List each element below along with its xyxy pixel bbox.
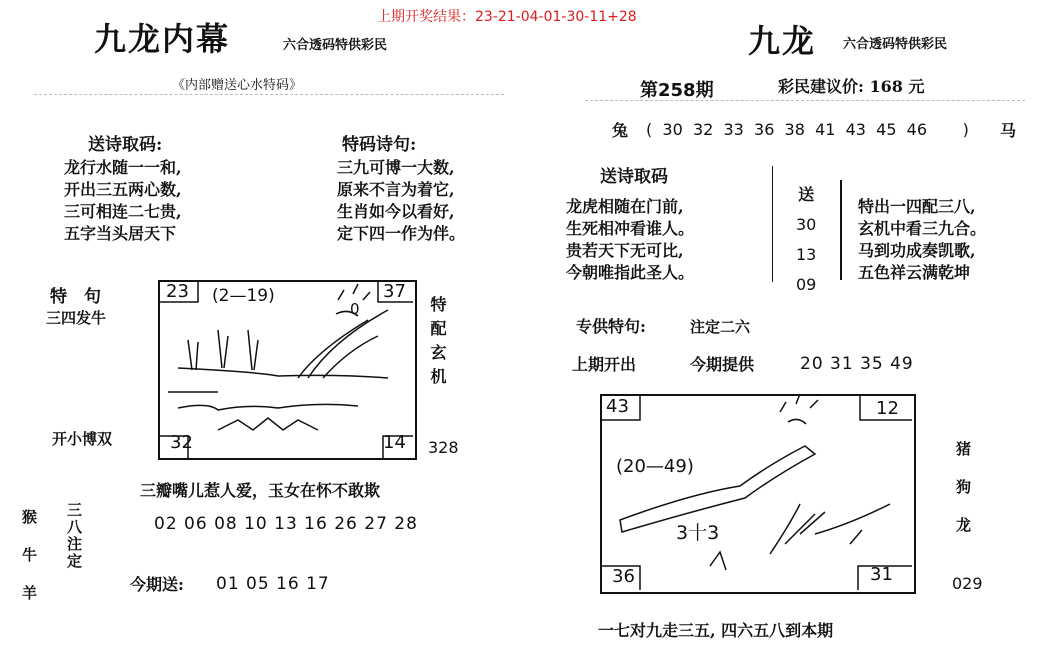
today-label: 今期送:: [130, 575, 184, 594]
left-inner-gift: 《内部赠送心水特码》: [172, 78, 303, 93]
poem-line: 龙虎相随在门前,: [566, 197, 684, 216]
pic-number: 12: [876, 398, 899, 419]
left-subtitle: 六合透码特供彩民: [283, 38, 388, 53]
price: 彩民建议价: 168 元: [778, 77, 925, 96]
right-divider: [585, 100, 1025, 101]
provide-numbers: 20 31 35 49: [800, 354, 914, 374]
send-label: 送: [798, 185, 815, 204]
pic-number: 31: [870, 564, 893, 585]
left-poem-title: 送诗取码:: [88, 135, 163, 155]
pic-range: (2—19): [212, 286, 275, 306]
left-drawing: [158, 280, 417, 460]
send-box-border-left: [772, 166, 773, 282]
poem-line: 五字当头居天下: [64, 224, 177, 243]
today-provide-label: 今期提供: [690, 355, 755, 374]
poem-line: 贵若天下无可比,: [566, 241, 684, 260]
pic-number: 23: [166, 281, 189, 302]
send-number: 30: [796, 215, 817, 234]
last-open-label: 上期开出: [572, 355, 637, 374]
left-number-list: 02 06 08 10 13 16 26 27 28: [154, 514, 418, 534]
issue-number: 第258期: [640, 80, 714, 101]
pic-number: 32: [170, 432, 193, 453]
poem-line: 定下四一作为伴。: [337, 224, 466, 243]
right-poem-title: 送诗取码: [600, 167, 668, 187]
zodiac: 牛: [22, 546, 38, 564]
pic-range: (20—49): [616, 456, 694, 477]
right-title: 九龙: [748, 22, 817, 60]
left-side-number: 328: [428, 438, 459, 457]
poem-line: 特出一四配三八,: [858, 197, 976, 216]
pic-number: 43: [606, 396, 629, 417]
poem-line: 三可相连二七贵,: [64, 202, 182, 221]
rabbit-label: 兔: [612, 121, 629, 140]
zodiac: 猴: [22, 508, 38, 526]
left-zodiac-column: [22, 498, 37, 612]
vertical-side-text: 特配玄机: [428, 296, 447, 392]
poem-line: 今朝唯指此圣人。: [566, 263, 695, 282]
right-poem-title: 特码诗句:: [342, 135, 417, 155]
poem-line: 开出三五两心数,: [64, 180, 182, 199]
poem-line: 五色祥云满乾坤: [858, 263, 971, 282]
left-divider: [34, 94, 504, 95]
right-poem-2: [858, 196, 986, 284]
zodiac: 羊: [22, 584, 38, 602]
right-subtitle: 六合透码特供彩民: [843, 37, 948, 52]
pic-number: 37: [383, 281, 406, 302]
zodiac: 狗: [956, 478, 972, 496]
poem-line: 马到功成奏凯歌,: [858, 241, 976, 260]
poem-line: 生肖如今以看好,: [337, 202, 455, 221]
poem-line: 原来不言为着它,: [337, 180, 455, 199]
pic-number: 14: [383, 432, 406, 453]
special-label: 专供特句:: [576, 317, 646, 336]
left-poem: [64, 157, 182, 245]
right-zodiac-column: [956, 430, 971, 544]
horse-label: 马: [1000, 121, 1017, 140]
riddle-line: 三瓣嘴儿惹人爱，玉女在怀不敢欺: [140, 481, 381, 500]
pic-text: 3十3: [676, 522, 720, 544]
send-box: [796, 180, 816, 300]
right-drawing: [600, 394, 916, 594]
send-number: 13: [796, 245, 817, 264]
special-answer: 三四发牛: [46, 309, 107, 327]
poem-line: 龙行水随一一和,: [64, 158, 182, 177]
special-poem: [337, 157, 465, 245]
poem-line: 生死相冲看谁人。: [566, 219, 695, 238]
poem-line: 玄机中看三九合。: [858, 219, 987, 238]
zodiac: 猪: [956, 440, 972, 458]
small-bet: 开小博双: [52, 430, 113, 448]
pic-zero: 0: [350, 300, 360, 318]
left-title: 九龙内幕: [94, 20, 231, 58]
note-column: 三八注定: [65, 502, 83, 570]
rabbit-numbers: ( 30 32 33 36 38 41 43 45 46 ): [646, 120, 969, 139]
pic-number: 36: [612, 566, 635, 587]
send-number: 09: [796, 275, 817, 294]
poem-line: 三九可博一大数,: [337, 158, 455, 177]
special-phrase-label: 特 句: [50, 287, 101, 307]
right-side-number: 029: [952, 574, 983, 593]
bottom-line: 一七对九走三五, 四六五八到本期: [598, 621, 834, 640]
right-poem: [566, 196, 694, 284]
today-numbers: 01 05 16 17: [216, 574, 330, 594]
last-draw-result: 上期开奖结果：23-21-04-01-30-11+28: [377, 9, 637, 25]
special-text: 注定二六: [690, 318, 751, 336]
send-box-border-right: [840, 180, 842, 280]
zodiac: 龙: [956, 516, 972, 534]
